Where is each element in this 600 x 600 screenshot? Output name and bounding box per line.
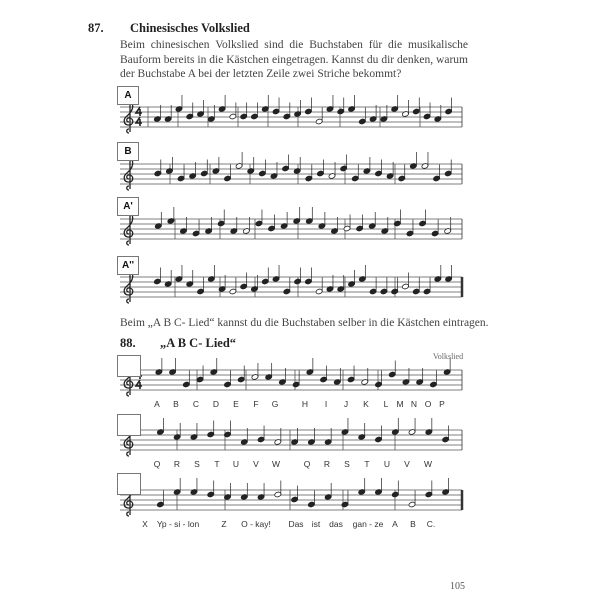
credit: Volkslied [433, 352, 464, 361]
empty-box-2[interactable] [117, 414, 141, 436]
lyric-syllable: K [363, 399, 369, 409]
lyric-syllable: E [233, 399, 239, 409]
lyric-syllable: Das [288, 519, 304, 529]
lyric-syllable: gan - ze [352, 519, 384, 529]
lyric-syllable: A [154, 399, 160, 409]
section-88-intro: Beim „A B C- Lied“ kannst du die Buchstaben selber in die Kästchen eintragen. [120, 317, 489, 329]
lyric-syllable: D [212, 399, 220, 409]
lyric-syllable: U [232, 459, 240, 469]
form-box-a: A [117, 86, 139, 105]
lyric-syllable: V [404, 459, 410, 469]
page-number: 105 [450, 581, 465, 592]
empty-box-3[interactable] [117, 473, 141, 495]
lyric-syllable: G [271, 399, 279, 409]
lyric-syllable: U [383, 459, 391, 469]
lyric-syllable: Q [303, 459, 311, 469]
lyric-syllable: T [214, 459, 220, 469]
lyric-syllable: L [383, 399, 389, 409]
lyric-syllable: R [323, 459, 331, 469]
lyric-syllable: P [439, 399, 445, 409]
empty-box-1[interactable] [117, 355, 141, 377]
lyric-syllable: B [410, 519, 416, 529]
time-signature-digit [136, 117, 142, 126]
lyric-syllable: O - kay! [241, 519, 271, 529]
form-box-a-double-prime: A'' [117, 256, 139, 275]
lyric-syllable: W [271, 459, 281, 469]
time-signature-digit [136, 107, 142, 116]
lyric-syllable: H [301, 399, 309, 409]
lyric-syllable: V [253, 459, 259, 469]
section-88-number: 88. [120, 336, 136, 350]
lyric-syllable: W [423, 459, 433, 469]
lyric-syllable: S [344, 459, 350, 469]
lyric-syllable: J [343, 399, 349, 409]
lyric-syllable: A [392, 519, 398, 529]
lyric-syllable: ist [311, 519, 321, 529]
lyric-syllable: N [410, 399, 418, 409]
lyric-syllable: S [194, 459, 200, 469]
lyric-syllable: O [424, 399, 432, 409]
form-box-b: B [117, 142, 139, 161]
lyric-syllable: R [173, 459, 181, 469]
lyric-syllable: C [192, 399, 200, 409]
lyric-syllable: Yp - si - lon [156, 519, 200, 529]
lyric-syllable: Q [153, 459, 161, 469]
section-88-title: „A B C- Lied“ [160, 336, 237, 350]
lyric-syllable: I [324, 399, 328, 409]
lyric-syllable: B [173, 399, 179, 409]
form-box-a-prime: A' [117, 197, 139, 216]
section-87-title: Chinesisches Volkslied [130, 21, 250, 35]
lyric-syllable: C. [426, 519, 436, 529]
lyric-syllable: T [364, 459, 370, 469]
section-87-number: 87. [88, 21, 104, 35]
time-signature-digit [136, 380, 142, 389]
lyric-syllable: M [396, 399, 404, 409]
lyric-syllable: Z [221, 519, 227, 529]
lyric-syllable: F [253, 399, 259, 409]
lyric-syllable: das [329, 519, 343, 529]
section-87-text: Beim chinesischen Volkslied sind die Buchstaben für die musikalische Bauform bereits in die Kästchen eingetragen. Kannst du dir denken, warum der Buchstabe A bei der letzten Zeile zwei Striche bekommt? [120, 39, 468, 80]
lyric-syllable: X [142, 519, 148, 529]
